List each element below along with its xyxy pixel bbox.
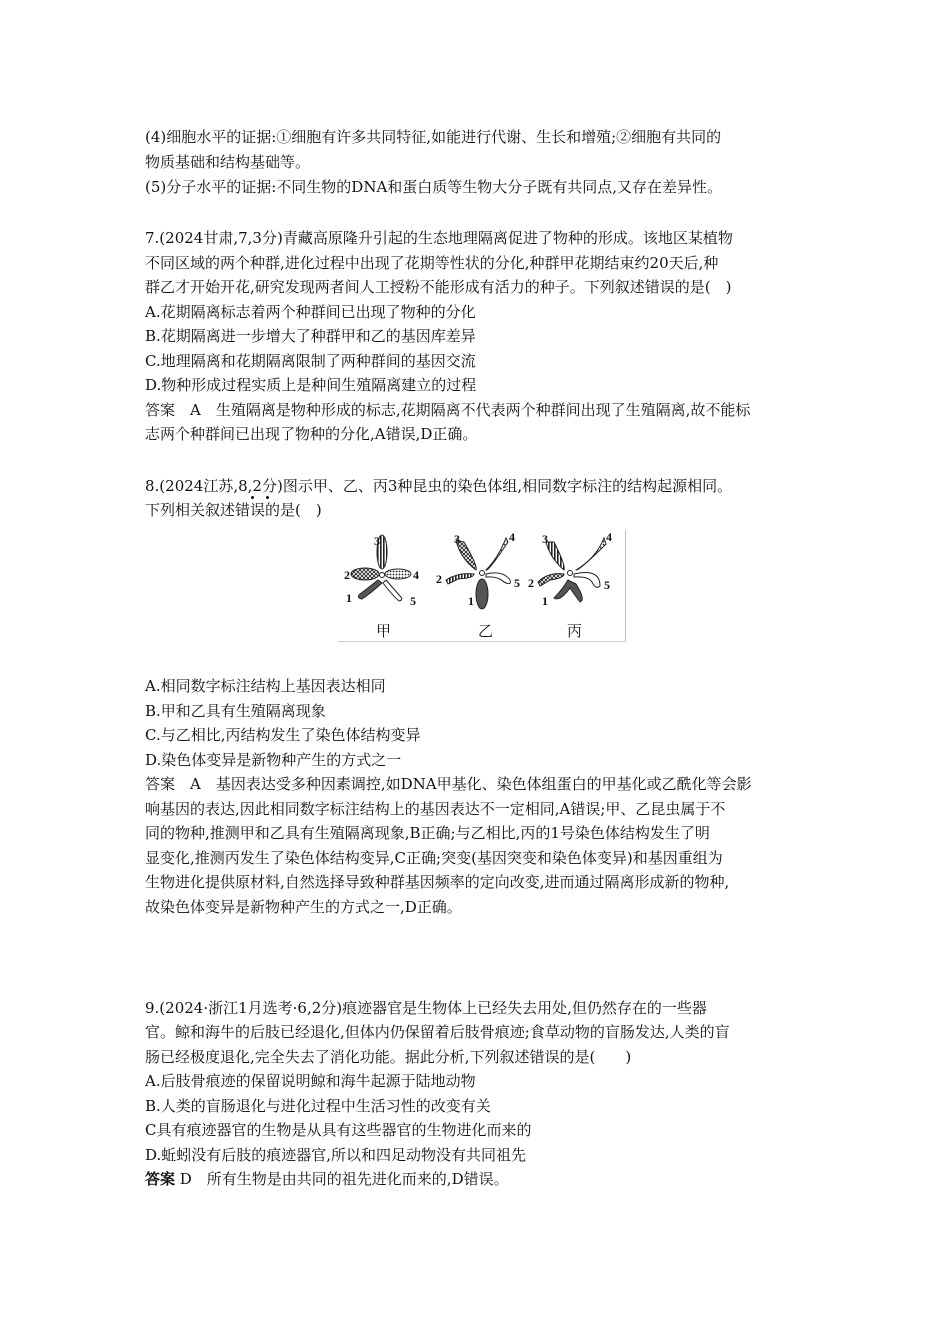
question-9-option-a: A.后肢骨痕迹的保留说明鲸和海牛起源于陆地动物 xyxy=(145,1072,476,1090)
text-line: 物质基础和结构基础等。 xyxy=(145,153,311,171)
question-9-stem: 官。鲸和海牛的后肢已经退化,但体内仍保留着后肢骨痕迹;食草动物的盲肠发达,人类的盲 xyxy=(145,1023,730,1041)
label-number: 4 xyxy=(606,530,612,544)
figure-label-jia: 甲 xyxy=(376,622,392,640)
question-8-option-d: D.染色体变异是新物种产生的方式之一 xyxy=(145,751,402,769)
question-9-option-c: C具有痕迹器官的生物是从具有这些器官的生物进化而来的 xyxy=(145,1121,532,1139)
question-9-option-b: B.人类的盲肠退化与进化过程中生活习性的改变有关 xyxy=(145,1097,491,1115)
question-9-stem: 肠已经极度退化,完全失去了消化功能。据此分析,下列叙述错误的是( ) xyxy=(145,1048,632,1066)
answer-text: D 所有生物是由共同的祖先进化而来的,D错误。 xyxy=(175,1170,509,1188)
chromosome-set-bing xyxy=(538,538,606,602)
question-8-stem: 下列相关叙述错误的是( ) xyxy=(145,501,322,519)
question-7-option-a: A.花期隔离标志着两个种群间已出现了物种的分化 xyxy=(145,303,476,321)
question-7-answer: 答案 A 生殖隔离是物种形成的标志,花期隔离不代表两个种群间出现了生殖隔离,故不能标 xyxy=(145,401,751,419)
label-number: 2 xyxy=(436,572,442,586)
question-7-option-c: C.地理隔离和花期隔离限制了两种群间的基因交流 xyxy=(145,352,476,370)
question-7-stem: 不同区域的两个种群,进化过程中出现了花期等性状的分化,种群甲花期结束约20天后,种 xyxy=(145,254,719,272)
figure-label-yi: 乙 xyxy=(478,622,494,640)
chromosome-figure xyxy=(338,528,628,642)
figure-border xyxy=(625,530,626,642)
question-8-answer: 故染色体变异是新物种产生的方式之一,D正确。 xyxy=(145,898,462,916)
label-number: 3 xyxy=(374,534,380,548)
label-number: 1 xyxy=(346,591,352,605)
label-number: 4 xyxy=(509,530,515,544)
question-8-answer: 同的物种,推测甲和乙具有生殖隔离现象,B正确;与乙相比,丙的1号染色体结构发生了明 xyxy=(145,824,710,842)
label-number: 2 xyxy=(528,576,534,590)
figure-label-bing: 丙 xyxy=(567,622,583,640)
question-7-answer: 志两个种群间已出现了物种的分化,A错误,D正确。 xyxy=(145,425,478,443)
label-number: 1 xyxy=(468,594,474,608)
emphasis-dot xyxy=(251,496,254,499)
label-number: 5 xyxy=(604,578,610,592)
question-8-stem: 8.(2024江苏,8,2分)图示甲、乙、丙3种昆虫的染色体组,相同数字标注的结构起源相同。 xyxy=(145,477,733,495)
question-7-option-b: B.花期隔离进一步增大了种群甲和乙的基因库差异 xyxy=(145,327,476,345)
answer-label: 答案 xyxy=(145,1170,176,1188)
question-7-stem: 群乙才开始开花,研究发现两者间人工授粉不能形成有活力的种子。下列叙述错误的是( ) xyxy=(145,278,732,296)
chromosome-set-yi xyxy=(446,538,510,609)
question-8-option-b: B.甲和乙具有生殖隔离现象 xyxy=(145,702,326,720)
question-8-answer: 答案 A 基因表达受多种因素调控,如DNA甲基化、染色体组蛋白的甲基化或乙酰化等会影 xyxy=(145,775,752,793)
question-8-option-a: A.相同数字标注结构上基因表达相同 xyxy=(145,677,386,695)
question-7-option-d: D.物种形成过程实质上是种间生殖隔离建立的过程 xyxy=(145,376,477,394)
question-9-answer xyxy=(145,1167,815,1192)
question-8-answer: 生物进化提供原材料,自然选择导致种群基因频率的定向改变,进而通过隔离形成新的物种, xyxy=(145,873,730,891)
label-number: 3 xyxy=(454,532,460,546)
text-line: (5)分子水平的证据:不同生物的DNA和蛋白质等生物大分子既有共同点,又存在差异性。 xyxy=(145,178,723,196)
text-line: (4)细胞水平的证据:①细胞有许多共同特征,如能进行代谢、生长和增殖;②细胞有共同的 xyxy=(145,128,722,146)
label-number: 2 xyxy=(344,568,350,582)
label-number: 5 xyxy=(410,594,416,608)
emphasis-dot xyxy=(266,496,269,499)
question-7-stem: 7.(2024甘肃,7,3分)青藏高原隆升引起的生态地理隔离促进了物种的形成。该地区某植物 xyxy=(145,229,733,247)
question-8-answer: 响基因的表达,因此相同数字标注结构上的基因表达不一定相同,A错误;甲、乙昆虫属于不 xyxy=(145,800,726,818)
chromosome-set-jia xyxy=(351,535,411,601)
question-9-stem: 9.(2024·浙江1月选考·6,2分)痕迹器官是生物体上已经失去用处,但仍然存在的一些器 xyxy=(145,999,707,1017)
label-number: 1 xyxy=(542,594,548,608)
label-number: 4 xyxy=(413,568,419,582)
figure-border xyxy=(338,641,626,642)
label-number: 3 xyxy=(542,532,548,546)
question-8-answer: 显变化,推测丙发生了染色体结构变异,C正确;突变(基因突变和染色体变异)和基因重组为 xyxy=(145,849,723,867)
label-number: 5 xyxy=(514,576,520,590)
question-9-option-d: D.蚯蚓没有后肢的痕迹器官,所以和四足动物没有共同祖先 xyxy=(145,1146,527,1164)
question-8-option-c: C.与乙相比,丙结构发生了染色体结构变异 xyxy=(145,726,421,744)
